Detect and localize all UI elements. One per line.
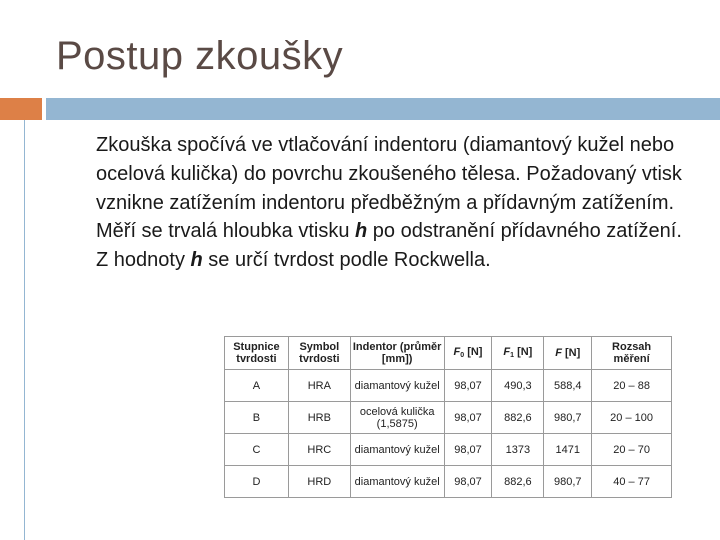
header-symbol: Symbol tvrdosti xyxy=(288,337,350,370)
cell-indentor: diamantový kužel xyxy=(350,466,444,498)
slide-title: Postup zkoušky xyxy=(56,34,344,78)
cell-symbol: HRA xyxy=(288,370,350,402)
cell-f0: 98,07 xyxy=(444,370,492,402)
cell-f1: 1373 xyxy=(492,434,544,466)
paragraph-text-2: po odstranění přídavného zatížení. Z hodnoty xyxy=(96,220,682,272)
cell-f: 588,4 xyxy=(544,370,592,402)
left-border-line xyxy=(24,120,25,540)
rockwell-table xyxy=(224,336,672,498)
depth-symbol: h xyxy=(190,249,203,272)
cell-symbol: HRB xyxy=(288,402,350,434)
cell-indentor: diamantový kužel xyxy=(350,434,444,466)
cell-f1: 882,6 xyxy=(492,466,544,498)
cell-symbol: HRC xyxy=(288,434,350,466)
cell-f1: 490,3 xyxy=(492,370,544,402)
depth-symbol: h xyxy=(355,220,368,243)
table-row xyxy=(225,434,672,466)
header-scale: Stupnice tvrdosti xyxy=(225,337,289,370)
header-f1: $F_1$ [N] xyxy=(492,337,544,370)
cell-scale: C xyxy=(225,434,289,466)
table-header-row xyxy=(225,337,672,370)
cell-scale: A xyxy=(225,370,289,402)
cell-scale: D xyxy=(225,466,289,498)
title-rule xyxy=(46,98,720,120)
cell-f0: 98,07 xyxy=(444,402,492,434)
cell-range: 40 – 77 xyxy=(592,466,672,498)
paragraph-text-1: Zkouška spočívá ve vtlačování indentoru (diamantový kužel nebo ocelová kulička) do povrchu zkoušeného tělesa. Požadovaný vtisk vznikne zatížením indentoru předběžným a přídavným zatížením. Měří se trvalá hloubka vtisku xyxy=(96,134,682,243)
cell-indentor: diamantový kužel xyxy=(350,370,444,402)
cell-range: 20 – 88 xyxy=(592,370,672,402)
cell-f0: 98,07 xyxy=(444,434,492,466)
body-paragraph xyxy=(96,131,686,275)
table-row xyxy=(225,370,672,402)
header-f: F [N] xyxy=(544,337,592,370)
header-f0: $F_0$ [N] xyxy=(444,337,492,370)
header-indentor: Indentor (průměr [mm]) xyxy=(350,337,444,370)
cell-range: 20 – 70 xyxy=(592,434,672,466)
cell-f1: 882,6 xyxy=(492,402,544,434)
cell-indentor: ocelová kulička (1,5875) xyxy=(350,402,444,434)
table-row xyxy=(225,402,672,434)
table-row xyxy=(225,466,672,498)
cell-f: 980,7 xyxy=(544,402,592,434)
cell-scale: B xyxy=(225,402,289,434)
accent-bar xyxy=(0,98,42,120)
header-range: Rozsah měření xyxy=(592,337,672,370)
cell-f0: 98,07 xyxy=(444,466,492,498)
cell-f: 1471 xyxy=(544,434,592,466)
cell-f: 980,7 xyxy=(544,466,592,498)
cell-symbol: HRD xyxy=(288,466,350,498)
paragraph-text-3: se určí tvrdost podle Rockwella. xyxy=(202,249,491,272)
cell-range: 20 – 100 xyxy=(592,402,672,434)
